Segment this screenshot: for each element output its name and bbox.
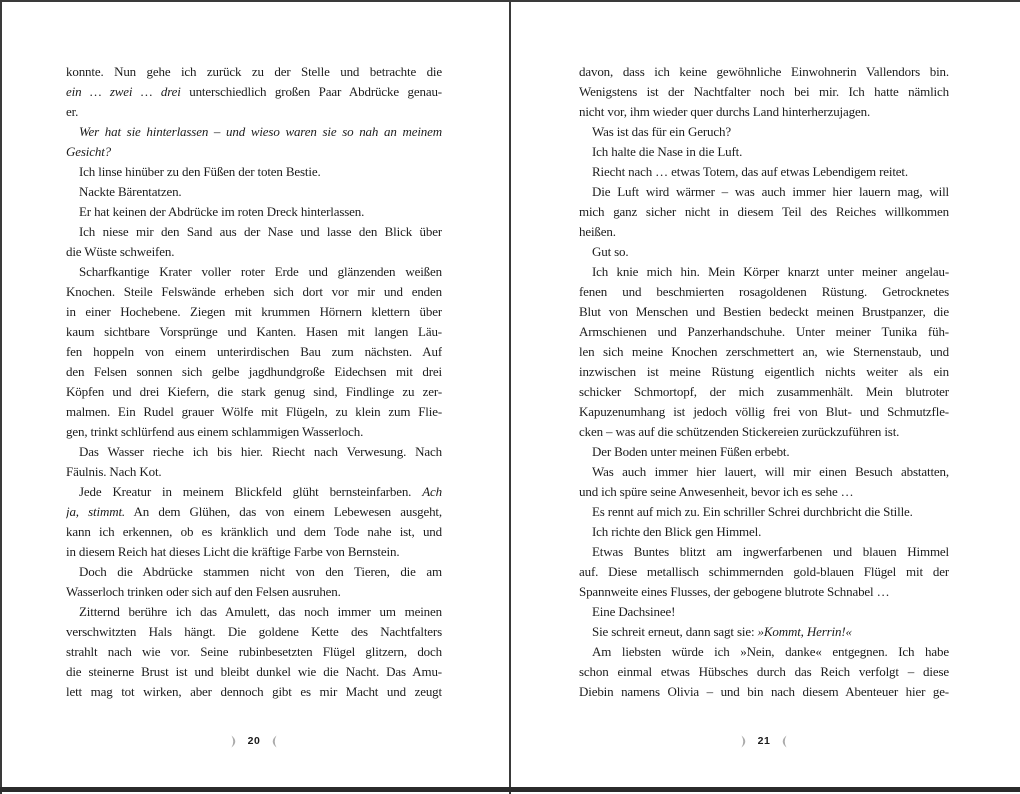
text-line bbox=[579, 402, 949, 422]
text-line bbox=[579, 342, 949, 362]
text-segment: ja, stimmt. bbox=[66, 504, 126, 519]
text-line bbox=[579, 322, 949, 342]
text-segment: die steinerne Brust ist und bleibt dunkel wie die Nacht. Das Amu- bbox=[66, 664, 442, 679]
text-line bbox=[66, 642, 442, 662]
text-line bbox=[579, 482, 949, 502]
text-segment: heißen. bbox=[579, 224, 616, 239]
text-line bbox=[579, 282, 949, 302]
text-segment: Was auch immer hier lauert, will mir einen Besuch abstatten, bbox=[592, 464, 949, 479]
text-line bbox=[579, 522, 949, 542]
text-line bbox=[66, 422, 442, 442]
text-line bbox=[579, 262, 949, 282]
text-line bbox=[579, 622, 949, 642]
text-line bbox=[579, 542, 949, 562]
crescent-moon-right-icon bbox=[269, 735, 278, 748]
text-segment: in diesem Reich hat dieses Licht die kräftige Farbe von Bernstein. bbox=[66, 544, 400, 559]
text-line bbox=[579, 142, 949, 162]
text-segment: Jede Kreatur in meinem Blickfeld glüht bernsteinfarben. bbox=[79, 484, 423, 499]
text-segment: Wasserloch trinken oder sich auf den Felsen ausruhen. bbox=[66, 584, 341, 599]
text-segment: Gesicht? bbox=[66, 144, 112, 159]
text-line bbox=[66, 622, 442, 642]
text-line bbox=[66, 302, 442, 322]
text-segment: Riecht nach … etwas Totem, das auf etwas Lebendigem reitet. bbox=[592, 164, 908, 179]
text-segment: Knochen. Steile Felswände erheben sich dort vor mir und enden bbox=[66, 284, 442, 299]
text-segment: Blut von Menschen und Bestien bedeckt meinen Brustpanzer, die bbox=[579, 304, 949, 319]
text-line bbox=[66, 182, 442, 202]
text-segment: er. bbox=[66, 104, 79, 119]
page-right-folio bbox=[579, 733, 949, 749]
text-segment: fenen und beschmierten rosagoldenen Rüstung. Getrocknetes bbox=[579, 284, 949, 299]
text-segment: Nackte Bärentatzen. bbox=[79, 184, 182, 199]
text-line bbox=[66, 322, 442, 342]
text-segment: nicht vor, ihm wieder quer durchs Land hinterherzujagen. bbox=[579, 104, 871, 119]
text-segment: den Felsen sonnen sich gelbe jagdhundgroße Eidechsen mit drei bbox=[66, 364, 442, 379]
text-segment: Wenigstens ist der Nachtfalter noch bei mir. Ich hatte nämlich bbox=[579, 84, 949, 99]
text-line bbox=[66, 402, 442, 422]
text-segment: schon einmal etwas Hübsches durch das Reich verfolgt – diese bbox=[579, 664, 949, 679]
text-segment: Armschienen und Panzerhandschuhe. Unter meiner Tunika füh- bbox=[579, 324, 949, 339]
page-right-text-block[interactable] bbox=[579, 62, 949, 702]
text-line bbox=[66, 62, 442, 82]
text-segment: strahlt nach wie vor. Seine rubinbesetzten Flügel glitzern, doch bbox=[66, 644, 442, 659]
text-segment: Köpfen und drei Kiefern, die stark genug sind, Findlinge zu zer- bbox=[66, 384, 442, 399]
page-number: 21 bbox=[757, 735, 771, 747]
text-line bbox=[66, 382, 442, 402]
text-line bbox=[66, 82, 442, 102]
text-segment: lett mag tot wirken, aber dennoch gibt es mir Macht und zeugt bbox=[66, 684, 442, 699]
text-line bbox=[66, 542, 442, 562]
text-line bbox=[579, 222, 949, 242]
text-line bbox=[579, 582, 949, 602]
text-segment: Doch die Abdrücke stammen nicht von den Tieren, die am bbox=[79, 564, 442, 579]
text-segment: Am liebsten würde ich »Nein, danke« entgegnen. Ich habe bbox=[592, 644, 949, 659]
screen-bottom-bar bbox=[0, 787, 1020, 792]
text-line bbox=[579, 602, 949, 622]
crescent-moon-right-icon bbox=[779, 735, 788, 748]
text-segment: »Kommt, Herrin!« bbox=[757, 624, 852, 639]
text-segment: Kapuzenumhang ist jedoch völlig frei von Blut- und Schmutzfle- bbox=[579, 404, 949, 419]
text-line bbox=[579, 62, 949, 82]
text-segment: Zitternd berühre ich das Amulett, das noch immer um meinen bbox=[79, 604, 442, 619]
text-line bbox=[579, 102, 949, 122]
text-segment: Ich niese mir den Sand aus der Nase und lasse den Blick über bbox=[79, 224, 442, 239]
text-segment: Ich linse hinüber zu den Füßen der toten Bestie. bbox=[79, 164, 321, 179]
text-segment: in einer Hochebene. Ziegen mit krummen Hörnern klettern über bbox=[66, 304, 442, 319]
text-segment: Die Luft wird wärmer – was auch immer hier lauern mag, will bbox=[592, 184, 949, 199]
text-line bbox=[66, 162, 442, 182]
text-line bbox=[579, 662, 949, 682]
text-segment: Das Wasser rieche ich bis hier. Riecht nach Verwesung. Nach bbox=[79, 444, 442, 459]
text-segment: kann ich erkennen, ob es kränklich und dem Tode nahe ist, und bbox=[66, 524, 442, 539]
text-segment: Ich richte den Blick gen Himmel. bbox=[592, 524, 762, 539]
text-line bbox=[579, 162, 949, 182]
text-segment: Sie schreit erneut, dann sagt sie: bbox=[592, 624, 758, 639]
text-line bbox=[66, 482, 442, 502]
text-line bbox=[66, 262, 442, 282]
text-line bbox=[66, 282, 442, 302]
text-line bbox=[66, 462, 442, 482]
text-segment: konnte. Nun gehe ich zurück zu der Stelle und betrachte die bbox=[66, 64, 442, 79]
crescent-moon-left-icon bbox=[230, 735, 239, 748]
text-line bbox=[579, 182, 949, 202]
text-line bbox=[66, 222, 442, 242]
text-segment: Scharfkantige Krater voller roter Erde und glänzenden weißen bbox=[79, 264, 442, 279]
text-segment: fen hoppeln von einem unterirdischen Bau zum nächsten. Auf bbox=[66, 344, 442, 359]
text-segment: Ich knie mich hin. Mein Körper knarzt unter meiner angelau- bbox=[592, 264, 949, 279]
text-line bbox=[66, 442, 442, 462]
screen-left-edge bbox=[0, 0, 2, 794]
text-line bbox=[66, 362, 442, 382]
text-line bbox=[579, 362, 949, 382]
text-segment: len sich meine Knochen zerschmettert an, wie Sternenstaub, und bbox=[579, 344, 949, 359]
text-segment: schicker Schmortopf, der mich zusammenhält. Mein blutroter bbox=[579, 384, 949, 399]
text-segment: cken – was auf die schützenden Stickereien zurückzuführen ist. bbox=[579, 424, 900, 439]
text-segment: Spannweite eines Flusses, der gebogene blutrote Schnabel … bbox=[579, 584, 890, 599]
text-segment: Was ist das für ein Geruch? bbox=[592, 124, 731, 139]
text-line bbox=[579, 82, 949, 102]
text-segment: Eine Dachsinee! bbox=[592, 604, 676, 619]
text-line bbox=[66, 602, 442, 622]
text-segment: Ach bbox=[422, 484, 442, 499]
text-segment: Fäulnis. Nach Kot. bbox=[66, 464, 162, 479]
text-line bbox=[66, 342, 442, 362]
page-gutter-divider bbox=[509, 0, 511, 794]
text-line bbox=[579, 642, 949, 662]
text-line bbox=[579, 382, 949, 402]
text-segment: mich ganz sicher nicht in diesem Teil des Reiches willkommen bbox=[579, 204, 949, 219]
text-line bbox=[66, 122, 442, 142]
text-line bbox=[579, 242, 949, 262]
text-line bbox=[579, 122, 949, 142]
text-line bbox=[66, 502, 442, 522]
text-line bbox=[579, 462, 949, 482]
text-segment: die Wüste schweifen. bbox=[66, 244, 175, 259]
text-line bbox=[579, 302, 949, 322]
text-segment: Es rennt auf mich zu. Ein schriller Schrei durchbricht die Stille. bbox=[592, 504, 913, 519]
text-segment: Wer hat sie hinterlassen – und wieso waren sie so nah an meinem bbox=[79, 124, 442, 139]
text-segment: auf. Diese metallisch schimmernden gold-blauen Flügel mit der bbox=[579, 564, 949, 579]
text-line bbox=[579, 202, 949, 222]
text-line bbox=[579, 422, 949, 442]
text-segment: An dem Glühen, das von einem Lebewesen ausgeht, bbox=[125, 504, 442, 519]
text-segment: und ich spüre seine Anwesenheit, bevor ich es sehe … bbox=[579, 484, 854, 499]
text-line bbox=[66, 682, 442, 702]
text-segment: Diebin namens Olivia – und bin nach diesem Abenteuer hier ge- bbox=[579, 684, 949, 699]
text-segment: Etwas Buntes blitzt am ingwerfarbenen und blauen Himmel bbox=[592, 544, 949, 559]
text-segment: davon, dass ich keine gewöhnliche Einwohnerin Vallendors bin. bbox=[579, 64, 949, 79]
text-line bbox=[66, 562, 442, 582]
text-line bbox=[579, 502, 949, 522]
page-number: 20 bbox=[247, 735, 261, 747]
text-segment: Ich halte die Nase in die Luft. bbox=[592, 144, 743, 159]
text-line bbox=[66, 142, 442, 162]
text-segment: malmen. Ein Rudel grauer Wölfe mit Flügeln, zu klein zum Flie- bbox=[66, 404, 442, 419]
crescent-moon-left-icon bbox=[740, 735, 749, 748]
text-line bbox=[66, 582, 442, 602]
text-line bbox=[66, 662, 442, 682]
text-segment: Er hat keinen der Abdrücke im roten Dreck hinterlassen. bbox=[79, 204, 365, 219]
text-segment: gen, trinkt schlürfend aus einem schlammigen Wasserloch. bbox=[66, 424, 364, 439]
text-segment: verschwitzten Hals hängt. Die goldene Kette des Nachtfalters bbox=[66, 624, 442, 639]
text-line bbox=[66, 102, 442, 122]
text-segment: unterschiedlich großen Paar Abdrücke genau- bbox=[180, 84, 442, 99]
text-segment: inzwischen ist meine Rüstung eigentlich nichts weiter als ein bbox=[579, 364, 949, 379]
text-line bbox=[66, 522, 442, 542]
text-segment: Gut so. bbox=[592, 244, 629, 259]
text-line bbox=[66, 242, 442, 262]
text-line bbox=[579, 562, 949, 582]
text-line bbox=[66, 202, 442, 222]
text-line bbox=[579, 682, 949, 702]
text-segment: Der Boden unter meinen Füßen erbebt. bbox=[592, 444, 790, 459]
page-left-text-block[interactable] bbox=[66, 62, 442, 702]
text-line bbox=[579, 442, 949, 462]
text-segment: ein … zwei … drei bbox=[66, 84, 181, 99]
page-left-folio bbox=[66, 733, 442, 749]
text-segment: kaum sichtbare Vorsprünge und Kanten. Hasen mit langen Läu- bbox=[66, 324, 442, 339]
